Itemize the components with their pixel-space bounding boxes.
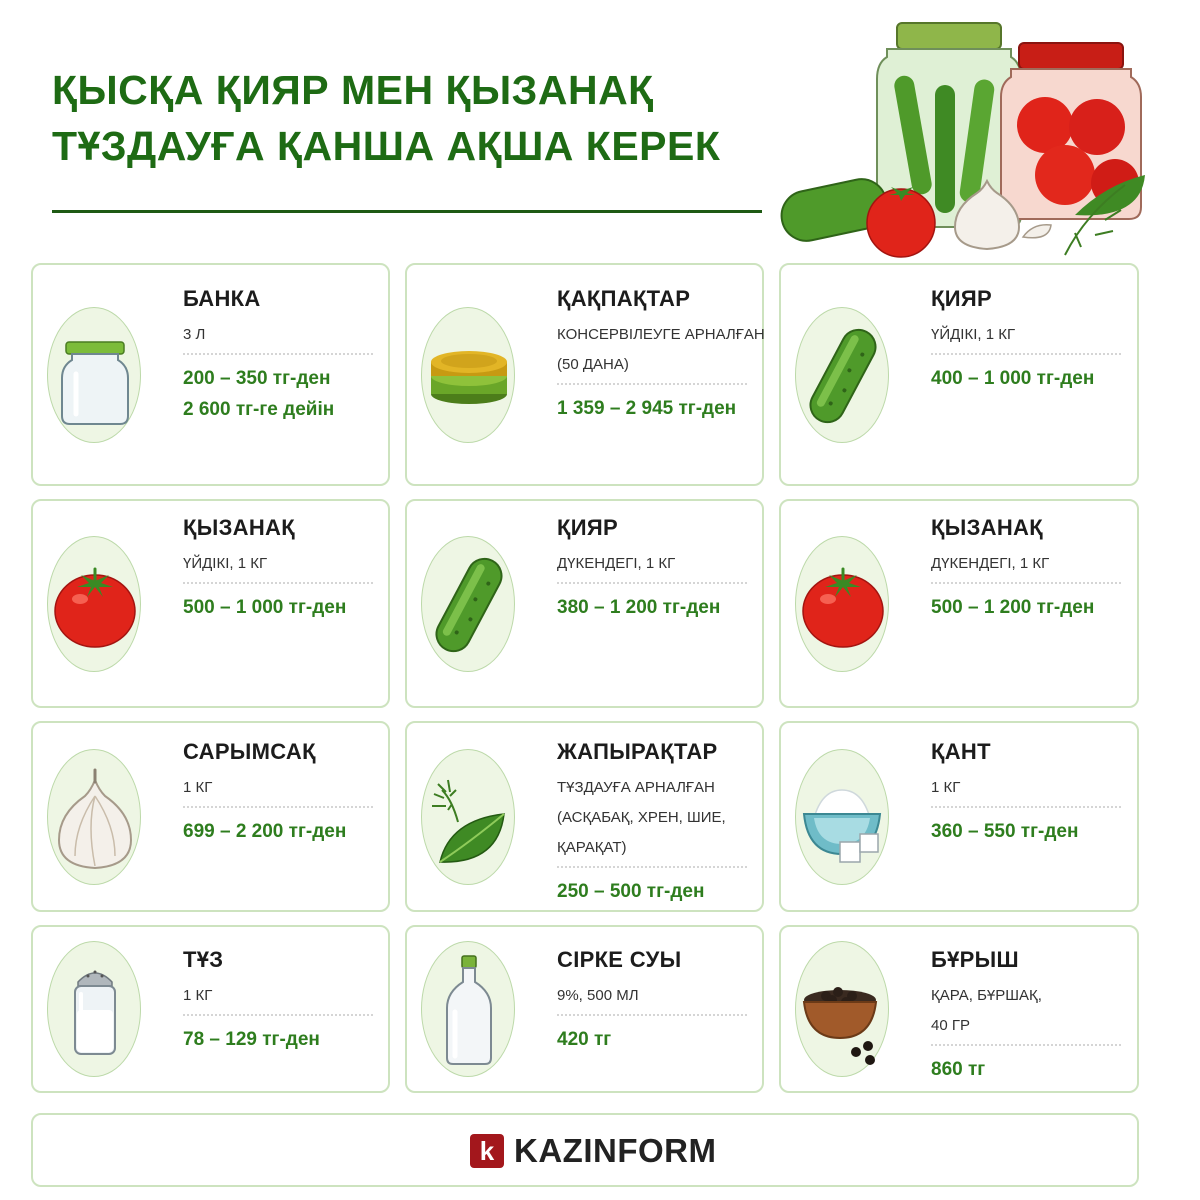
card-title: ҚИЯР [931,286,992,311]
card-price [183,592,346,623]
card-divider [557,383,747,385]
card-divider [183,1014,373,1016]
card-price [931,1054,985,1085]
cucumber-icon [795,307,889,443]
card-price-line: 400 – 1 000 тг-ден [931,368,1095,389]
pickle-jars-illustration [775,15,1175,260]
card-price [183,1024,320,1055]
card-title: СІРКЕ СУЫ [557,947,682,972]
peppercorn-bowl-icon [795,941,889,1077]
card-description [183,981,212,1011]
price-card [31,499,390,708]
card-description [931,981,1042,1041]
price-card [779,925,1139,1093]
card-description-line: 1 КГ [183,779,213,796]
card-divider [557,582,747,584]
card-price [557,592,720,623]
card-description [183,320,205,350]
title-divider [52,210,762,213]
card-price [931,363,1094,394]
card-divider [931,1044,1121,1046]
card-description-line: ТҰЗДАУҒА АРНАЛҒАН [557,779,715,796]
card-description-line: ДҮКЕНДЕГІ, 1 КГ [931,555,1050,572]
price-card [31,721,390,912]
vinegar-bottle-icon [421,941,515,1077]
kazinform-logo[interactable] [470,1132,716,1170]
card-title: БҰРЫШ [931,947,1019,972]
price-card [31,925,390,1093]
card-title: ЖАПЫРАҚТАР [557,739,718,764]
price-card [405,499,764,708]
sugar-bowl-icon [795,749,889,885]
card-description-line: 3 Л [183,326,206,343]
card-description [931,549,1049,579]
card-title: ҚАҚПАҚТАР [557,286,691,311]
card-price [557,393,736,424]
card-description-line: 40 ГР [931,1017,970,1034]
card-description-line: ҚАРА, БҰРШАҚ, [931,987,1042,1004]
card-description [557,549,675,579]
card-divider [557,866,747,868]
card-description-line: ҚАРАҚАТ) [557,839,627,856]
card-price-line: 860 тг [931,1059,986,1080]
card-divider [557,1014,747,1016]
card-title: ҚИЯР [557,515,618,540]
page-title [52,62,812,174]
header [0,0,1200,255]
card-description-line: 1 КГ [183,987,213,1004]
card-price-line: 1 359 – 2 945 тг-ден [557,398,737,419]
card-description-line: ҮЙДІКІ, 1 КГ [931,326,1016,343]
page-title-line-2: ТҰЗДАУҒА ҚАНША АҚША КЕРЕК [52,123,721,169]
card-description [931,320,1015,350]
kazinform-logo-mark: k [470,1134,504,1168]
price-card [779,263,1139,486]
card-price-line: 500 – 1 000 тг-ден [183,597,347,618]
card-price-line: 360 – 550 тг-ден [931,821,1079,842]
card-price [931,592,1094,623]
kazinform-logo-text: KAZINFORM [514,1132,717,1169]
price-card [405,721,764,912]
card-divider [183,353,373,355]
price-card [31,263,390,486]
card-price-line: 250 – 500 тг-ден [557,881,705,902]
card-price-line: 2 600 тг-ге дейін [183,399,335,420]
lids-icon [421,307,515,443]
card-title: ҚАНТ [931,739,991,764]
card-divider [931,806,1121,808]
price-card [405,925,764,1093]
card-description-line: 9%, 500 МЛ [557,987,639,1004]
card-price-line: 500 – 1 200 тг-ден [931,597,1095,618]
card-description [557,773,726,863]
card-title: ТҰЗ [183,947,224,972]
card-description [557,320,765,380]
card-price-line: 380 – 1 200 тг-ден [557,597,721,618]
card-description [183,549,267,579]
card-description-line: (50 ДАНА) [557,356,629,373]
card-price [183,816,346,847]
card-price [557,876,704,907]
salt-shaker-icon [47,941,141,1077]
leaves-icon [421,749,515,885]
card-description [183,773,212,803]
price-card [779,499,1139,708]
card-divider [931,353,1121,355]
jar-icon [47,307,141,443]
garlic-icon [47,749,141,885]
card-description-line: (АСҚАБАҚ, ХРЕН, ШИЕ, [557,809,726,826]
card-description-line: КОНСЕРВІЛЕУГЕ АРНАЛҒАН [557,326,765,343]
card-price [931,816,1078,847]
card-title: ҚЫЗАНАҚ [931,515,1043,540]
card-description [557,981,639,1011]
cucumber-icon [421,536,515,672]
price-card [405,263,764,486]
card-price [183,363,334,425]
card-price [557,1024,611,1055]
card-title: САРЫМСАҚ [183,739,316,764]
price-card [779,721,1139,912]
card-description-line: ДҮКЕНДЕГІ, 1 КГ [557,555,676,572]
card-divider [183,806,373,808]
tomato-icon [47,536,141,672]
card-divider [183,582,373,584]
card-divider [931,582,1121,584]
card-description [931,773,960,803]
card-title: ҚЫЗАНАҚ [183,515,295,540]
card-price-line: 78 – 129 тг-ден [183,1029,320,1050]
tomato-icon [795,536,889,672]
card-price-line: 699 – 2 200 тг-ден [183,821,347,842]
card-price-line: 200 – 350 тг-ден [183,368,331,389]
card-price-line: 420 тг [557,1029,612,1050]
footer [31,1113,1139,1187]
page-title-line-1: ҚЫСҚА ҚИЯР МЕН ҚЫЗАНАҚ [52,67,654,113]
card-description-line: ҮЙДІКІ, 1 КГ [183,555,268,572]
card-title: БАНКА [183,286,261,311]
card-description-line: 1 КГ [931,779,961,796]
